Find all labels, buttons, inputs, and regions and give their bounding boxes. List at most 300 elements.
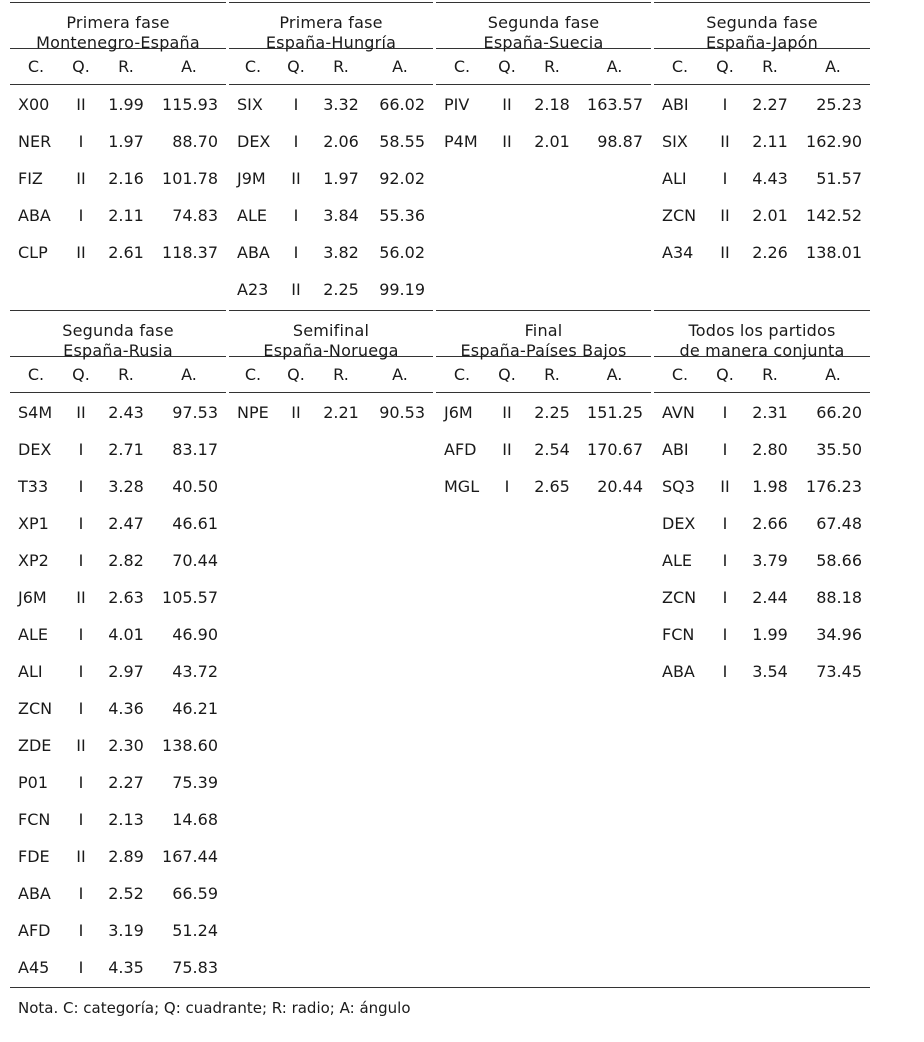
cell-angle: 88.70 — [172, 132, 218, 151]
group-rows — [229, 85, 433, 310]
table-row — [10, 123, 226, 160]
column-header-category: C. — [27, 365, 45, 384]
table-row — [10, 838, 226, 875]
cell-category: SQ3 — [662, 477, 695, 496]
cell-angle: 83.17 — [172, 440, 218, 459]
cell-radius: 2.27 — [108, 773, 144, 792]
cell-quadrant: I — [78, 477, 84, 496]
cell-angle: 74.83 — [172, 206, 218, 225]
cell-quadrant: I — [78, 625, 84, 644]
cell-quadrant: II — [502, 440, 512, 459]
cell-angle: 66.20 — [816, 403, 862, 422]
cell-radius: 2.43 — [108, 403, 144, 422]
group-block — [10, 310, 226, 987]
column-header-row — [654, 49, 870, 85]
group-title — [436, 3, 651, 52]
group-rows — [436, 85, 651, 310]
cell-category: A23 — [237, 280, 269, 299]
cell-quadrant: II — [76, 736, 86, 755]
cell-angle: 118.37 — [162, 243, 218, 262]
cell-quadrant: I — [78, 514, 84, 533]
column-header-radius: R. — [333, 365, 349, 384]
group-block — [10, 2, 226, 310]
column-header-angle: A. — [825, 365, 841, 384]
table-row — [10, 542, 226, 579]
group-title-phase: Final — [524, 321, 563, 340]
cell-radius: 2.11 — [108, 206, 144, 225]
group-title-phase: Segunda fase — [706, 13, 818, 32]
column-header-angle: A. — [825, 57, 841, 76]
cell-angle: 138.60 — [162, 736, 218, 755]
cell-angle: 97.53 — [172, 403, 218, 422]
group-rows — [10, 85, 226, 310]
cell-angle: 56.02 — [379, 243, 425, 262]
group-title-match: España-Hungría — [265, 33, 397, 52]
cell-angle: 176.23 — [806, 477, 862, 496]
table-row — [10, 579, 226, 616]
cell-radius: 2.01 — [752, 206, 788, 225]
cell-category: S4M — [18, 403, 53, 422]
column-header-category: C. — [671, 57, 689, 76]
group-title — [229, 3, 433, 52]
column-header-row — [436, 49, 651, 85]
table-row — [229, 86, 433, 123]
group-title-match: España-Noruega — [263, 341, 399, 360]
cell-category: T33 — [18, 477, 49, 496]
cell-radius: 3.54 — [752, 662, 788, 681]
table-row — [10, 468, 226, 505]
cell-quadrant: I — [78, 773, 84, 792]
cell-quadrant: I — [293, 95, 299, 114]
cell-category: ALE — [18, 625, 48, 644]
column-header-quadrant: Q. — [287, 365, 305, 384]
cell-category: FIZ — [18, 169, 43, 188]
cell-quadrant: I — [78, 440, 84, 459]
cell-angle: 46.21 — [172, 699, 218, 718]
cell-angle: 101.78 — [162, 169, 218, 188]
cell-radius: 1.99 — [752, 625, 788, 644]
cell-category: AVN — [662, 403, 695, 422]
cell-radius: 4.43 — [752, 169, 788, 188]
group-title-phase: Semifinal — [292, 321, 370, 340]
cell-angle: 67.48 — [816, 514, 862, 533]
cell-category: NPE — [237, 403, 269, 422]
column-header-quadrant: Q. — [287, 57, 305, 76]
cell-quadrant: I — [78, 662, 84, 681]
cell-angle: 34.96 — [816, 625, 862, 644]
cell-angle: 170.67 — [587, 440, 643, 459]
cell-radius: 2.16 — [108, 169, 144, 188]
table-row — [229, 394, 433, 431]
column-header-category: C. — [671, 365, 689, 384]
column-header-angle: A. — [392, 365, 408, 384]
cell-radius: 2.66 — [752, 514, 788, 533]
cell-angle: 46.61 — [172, 514, 218, 533]
table-row — [654, 542, 870, 579]
column-header-category: C. — [453, 365, 471, 384]
cell-angle: 58.66 — [816, 551, 862, 570]
cell-radius: 3.82 — [323, 243, 359, 262]
cell-radius: 4.35 — [108, 958, 144, 977]
group-rows — [654, 85, 870, 310]
cell-quadrant: II — [291, 169, 301, 188]
table-row — [654, 431, 870, 468]
cell-angle: 142.52 — [806, 206, 862, 225]
table-row — [436, 468, 651, 505]
column-header-radius: R. — [762, 57, 778, 76]
cell-quadrant: I — [504, 477, 510, 496]
group-title — [436, 311, 651, 360]
cell-angle: 66.59 — [172, 884, 218, 903]
cell-quadrant: II — [502, 132, 512, 151]
column-header-quadrant: Q. — [72, 365, 90, 384]
cell-quadrant: II — [76, 847, 86, 866]
table-row — [654, 468, 870, 505]
column-header-category: C. — [244, 365, 262, 384]
cell-category: NER — [18, 132, 52, 151]
cell-quadrant: I — [722, 95, 728, 114]
cell-category: CLP — [18, 243, 48, 262]
cell-quadrant: I — [722, 551, 728, 570]
table-row — [654, 394, 870, 431]
cell-angle: 14.68 — [172, 810, 218, 829]
cell-radius: 3.79 — [752, 551, 788, 570]
cell-category: SIX — [662, 132, 688, 151]
cell-radius: 1.97 — [108, 132, 144, 151]
cell-angle: 25.23 — [816, 95, 862, 114]
table-row — [10, 394, 226, 431]
group-block — [436, 310, 651, 987]
column-header-quadrant: Q. — [716, 365, 734, 384]
cell-angle: 115.93 — [162, 95, 218, 114]
cell-angle: 46.90 — [172, 625, 218, 644]
cell-angle: 163.57 — [587, 95, 643, 114]
cell-category: ABA — [18, 206, 51, 225]
cell-angle: 66.02 — [379, 95, 425, 114]
cell-quadrant: I — [722, 625, 728, 644]
cell-category: XP1 — [18, 514, 49, 533]
cell-angle: 90.53 — [379, 403, 425, 422]
cell-radius: 2.25 — [534, 403, 570, 422]
table-row — [436, 86, 651, 123]
results-table — [10, 2, 870, 1018]
table-row — [10, 764, 226, 801]
table-row — [654, 653, 870, 690]
cell-category: ALI — [662, 169, 687, 188]
group-title-match: España-Rusia — [63, 341, 173, 360]
table-row — [654, 197, 870, 234]
cell-category: A45 — [18, 958, 50, 977]
cell-angle: 75.83 — [172, 958, 218, 977]
column-header-row — [229, 357, 433, 393]
cell-quadrant: II — [720, 132, 730, 151]
cell-quadrant: I — [78, 551, 84, 570]
cell-category: DEX — [237, 132, 271, 151]
cell-category: ZDE — [18, 736, 52, 755]
cell-radius: 3.32 — [323, 95, 359, 114]
cell-angle: 167.44 — [162, 847, 218, 866]
column-header-radius: R. — [544, 365, 560, 384]
table-row — [10, 727, 226, 764]
cell-radius: 2.63 — [108, 588, 144, 607]
cell-radius: 2.54 — [534, 440, 570, 459]
table-row — [10, 653, 226, 690]
cell-radius: 2.65 — [534, 477, 570, 496]
table-row — [229, 160, 433, 197]
cell-angle: 55.36 — [379, 206, 425, 225]
group-title-phase: Primera fase — [66, 13, 170, 32]
cell-angle: 20.44 — [597, 477, 643, 496]
cell-category: AFD — [444, 440, 477, 459]
cell-quadrant: II — [291, 403, 301, 422]
group-title-match: España-Países Bajos — [460, 341, 627, 360]
cell-quadrant: II — [76, 95, 86, 114]
cell-quadrant: I — [722, 403, 728, 422]
table-row — [10, 690, 226, 727]
column-header-row — [10, 49, 226, 85]
cell-category: ALE — [662, 551, 692, 570]
column-header-row — [10, 357, 226, 393]
cell-angle: 99.19 — [379, 280, 425, 299]
cell-angle: 51.57 — [816, 169, 862, 188]
group-block — [436, 2, 651, 310]
cell-category: J6M — [18, 588, 47, 607]
table-row — [436, 431, 651, 468]
table-row — [654, 234, 870, 271]
cell-quadrant: II — [76, 169, 86, 188]
group-title-match: España-Suecia — [483, 33, 604, 52]
cell-category: ABA — [237, 243, 270, 262]
cell-quadrant: I — [293, 206, 299, 225]
cell-radius: 2.89 — [108, 847, 144, 866]
cell-quadrant: II — [291, 280, 301, 299]
cell-quadrant: I — [722, 514, 728, 533]
group-title — [10, 3, 226, 52]
cell-category: XP2 — [18, 551, 49, 570]
cell-category: P01 — [18, 773, 49, 792]
group-rows — [10, 393, 226, 987]
cell-radius: 1.97 — [323, 169, 359, 188]
column-header-category: C. — [453, 57, 471, 76]
cell-quadrant: II — [76, 588, 86, 607]
column-header-quadrant: Q. — [716, 57, 734, 76]
cell-radius: 3.19 — [108, 921, 144, 940]
column-header-radius: R. — [544, 57, 560, 76]
column-header-category: C. — [27, 57, 45, 76]
cell-radius: 2.25 — [323, 280, 359, 299]
cell-category: MGL — [444, 477, 480, 496]
cell-quadrant: II — [502, 403, 512, 422]
cell-quadrant: II — [720, 477, 730, 496]
group-block — [229, 2, 433, 310]
cell-radius: 2.97 — [108, 662, 144, 681]
table-row — [436, 394, 651, 431]
column-header-angle: A. — [392, 57, 408, 76]
cell-angle: 151.25 — [587, 403, 643, 422]
column-header-row — [436, 357, 651, 393]
cell-category: ZCN — [18, 699, 53, 718]
table-row — [654, 123, 870, 160]
group-title — [654, 3, 870, 52]
cell-angle: 88.18 — [816, 588, 862, 607]
column-header-quadrant: Q. — [498, 365, 516, 384]
cell-quadrant: II — [76, 403, 86, 422]
column-header-radius: R. — [762, 365, 778, 384]
cell-quadrant: I — [722, 440, 728, 459]
cell-angle: 98.87 — [597, 132, 643, 151]
cell-angle: 92.02 — [379, 169, 425, 188]
column-header-category: C. — [244, 57, 262, 76]
cell-radius: 4.01 — [108, 625, 144, 644]
column-header-quadrant: Q. — [498, 57, 516, 76]
cell-radius: 2.80 — [752, 440, 788, 459]
cell-quadrant: I — [293, 132, 299, 151]
cell-category: DEX — [18, 440, 52, 459]
cell-angle: 75.39 — [172, 773, 218, 792]
cell-category: FCN — [18, 810, 51, 829]
cell-category: ABA — [18, 884, 51, 903]
cell-category: ALE — [237, 206, 267, 225]
group-title — [229, 311, 433, 360]
cell-radius: 4.36 — [108, 699, 144, 718]
cell-category: FDE — [18, 847, 50, 866]
table-row — [654, 86, 870, 123]
cell-category: ABA — [662, 662, 695, 681]
group-rows — [436, 393, 651, 987]
cell-quadrant: I — [78, 810, 84, 829]
cell-angle: 35.50 — [816, 440, 862, 459]
cell-category: ABI — [662, 95, 689, 114]
cell-quadrant: I — [78, 921, 84, 940]
cell-quadrant: I — [78, 132, 84, 151]
cell-angle: 138.01 — [806, 243, 862, 262]
cell-category: ABI — [662, 440, 689, 459]
column-header-row — [654, 357, 870, 393]
cell-quadrant: I — [78, 884, 84, 903]
group-title-match: España-Japón — [705, 33, 819, 52]
cell-radius: 2.30 — [108, 736, 144, 755]
cell-angle: 70.44 — [172, 551, 218, 570]
cell-quadrant: I — [293, 243, 299, 262]
group-block — [229, 310, 433, 987]
cell-radius: 2.06 — [323, 132, 359, 151]
table-row — [10, 234, 226, 271]
cell-radius: 1.98 — [752, 477, 788, 496]
group-title-phase: Segunda fase — [487, 13, 600, 32]
cell-radius: 2.44 — [752, 588, 788, 607]
table-row — [10, 875, 226, 912]
group-rows — [654, 393, 870, 987]
table-row — [654, 505, 870, 542]
cell-radius: 2.27 — [752, 95, 788, 114]
cell-quadrant: II — [720, 243, 730, 262]
cell-radius: 2.47 — [108, 514, 144, 533]
column-header-radius: R. — [333, 57, 349, 76]
cell-quadrant: I — [722, 588, 728, 607]
cell-quadrant: I — [78, 699, 84, 718]
column-header-radius: R. — [118, 57, 134, 76]
cell-quadrant: I — [722, 662, 728, 681]
cell-radius: 2.01 — [534, 132, 570, 151]
cell-quadrant: II — [720, 206, 730, 225]
cell-angle: 43.72 — [172, 662, 218, 681]
cell-category: P4M — [444, 132, 478, 151]
column-header-angle: A. — [606, 365, 623, 384]
cell-radius: 2.13 — [108, 810, 144, 829]
cell-radius: 2.11 — [752, 132, 788, 151]
table-row — [10, 86, 226, 123]
group-title-phase: Primera fase — [279, 13, 383, 32]
cell-angle: 58.55 — [379, 132, 425, 151]
table-row — [10, 160, 226, 197]
group-title — [654, 311, 870, 360]
cell-category: ZCN — [662, 588, 697, 607]
cell-category: X00 — [18, 95, 50, 114]
column-header-angle: A. — [606, 57, 623, 76]
table-row — [10, 431, 226, 468]
cell-angle: 73.45 — [816, 662, 862, 681]
table-row — [229, 271, 433, 308]
cell-radius: 2.82 — [108, 551, 144, 570]
group-title-match: Montenegro-España — [36, 33, 200, 52]
cell-category: ALI — [18, 662, 43, 681]
cell-category: FCN — [662, 625, 695, 644]
cell-category: AFD — [18, 921, 51, 940]
cell-radius: 1.99 — [108, 95, 144, 114]
table-row — [229, 197, 433, 234]
group-title — [10, 311, 226, 360]
group-block — [654, 310, 870, 987]
cell-angle: 105.57 — [162, 588, 218, 607]
table-row — [229, 234, 433, 271]
group-title-match: de manera conjunta — [679, 341, 845, 360]
cell-angle: 51.24 — [172, 921, 218, 940]
cell-quadrant: I — [78, 958, 84, 977]
table-row — [654, 160, 870, 197]
cell-category: PIV — [444, 95, 470, 114]
cell-angle: 40.50 — [172, 477, 218, 496]
table-row — [10, 912, 226, 949]
cell-radius: 2.52 — [108, 884, 144, 903]
column-header-angle: A. — [181, 365, 197, 384]
table-row — [229, 123, 433, 160]
table-row — [10, 197, 226, 234]
column-header-angle: A. — [181, 57, 197, 76]
table-band-top — [10, 2, 870, 310]
column-header-quadrant: Q. — [72, 57, 90, 76]
group-title-phase: Segunda fase — [62, 321, 174, 340]
cell-radius: 3.84 — [323, 206, 359, 225]
cell-radius: 2.21 — [323, 403, 359, 422]
cell-category: J6M — [444, 403, 473, 422]
cell-category: J9M — [237, 169, 266, 188]
cell-category: DEX — [662, 514, 696, 533]
cell-category: SIX — [237, 95, 263, 114]
group-block — [654, 2, 870, 310]
cell-radius: 3.28 — [108, 477, 144, 496]
table-row — [10, 616, 226, 653]
cell-quadrant: II — [502, 95, 512, 114]
table-band-bottom — [10, 310, 870, 987]
table-row — [654, 616, 870, 653]
cell-quadrant: I — [722, 169, 728, 188]
cell-angle: 162.90 — [806, 132, 862, 151]
table-row — [10, 949, 226, 986]
table-row — [10, 801, 226, 838]
cell-radius: 2.18 — [534, 95, 570, 114]
cell-radius: 2.71 — [108, 440, 144, 459]
column-header-radius: R. — [118, 365, 134, 384]
